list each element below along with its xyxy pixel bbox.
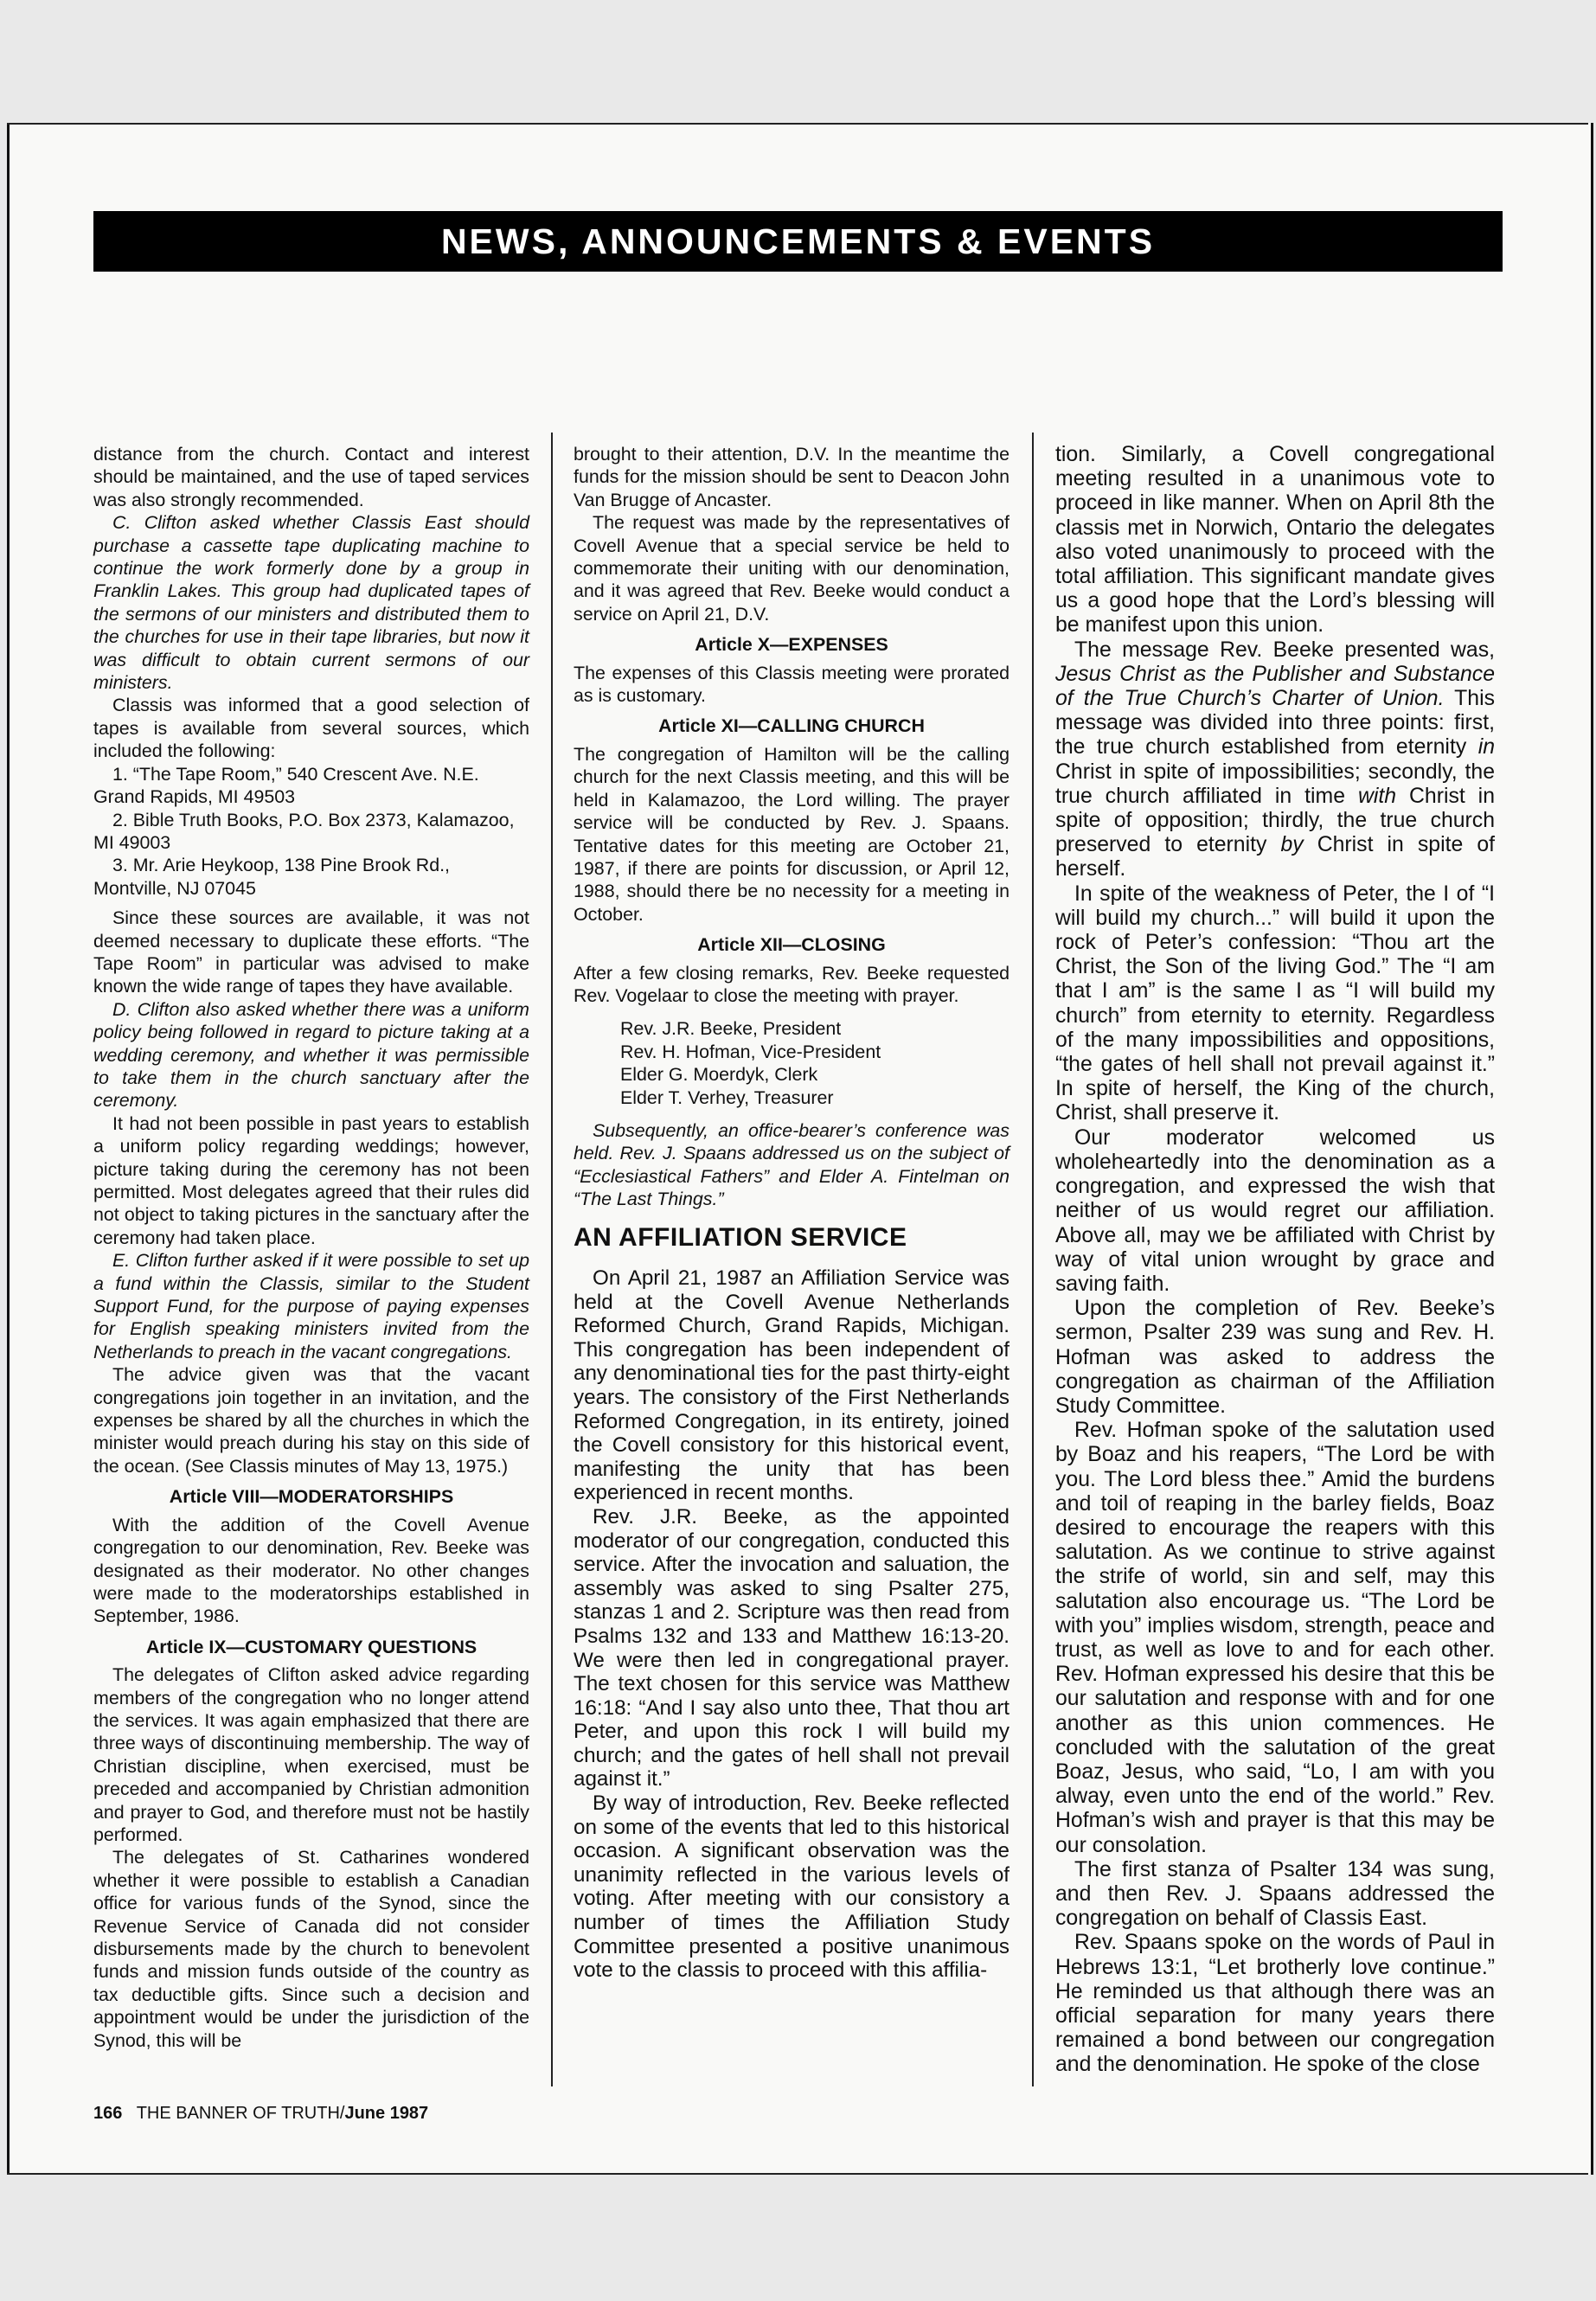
paragraph: The expenses of this Classis meeting were prorated as is customary. [574, 662, 1010, 707]
paragraph: Rev. Spaans spoke on the words of Paul in Hebrews 13:1, “Let brotherly love continue.” He reminded us that although there was an official separation for many years there remained a bond between our congregation and the denomination. He spoke of the close [1055, 1931, 1495, 2077]
paragraph: Since these sources are available, it was not deemed necessary to duplicate these efforts. “The Tape Room” in particular was advised to make known the wide range of tapes they have available. [93, 907, 529, 997]
list-item: 1. “The Tape Room,” 540 Crescent Ave. N.E. Grand Rapids, MI 49503 [93, 763, 479, 808]
paragraph: The first stanza of Psalter 134 was sung, and then Rev. J. Spaans addressed the congregation on behalf of Classis East. [1055, 1857, 1495, 1931]
paragraph: The request was made by the representatives of Covell Avenue that a special service be held to commemorate their uniting with our denomination, and it was agreed that Rev. Beeke would conduct a service on April 21, D.V. [574, 512, 1010, 625]
paragraph: After a few closing remarks, Rev. Beeke requested Rev. Vogelaar to close the meeting with prayer. [574, 962, 1010, 1006]
paragraph: Subsequently, an office-bearer’s conference was held. Rev. J. Spaans addressed us on the subject of “Ecclesiastical Fathers” and Elder A. Fintelman on “The Last Things.” [574, 1119, 1010, 1210]
paragraph: The delegates of St. Catharines wondered whether it were possible to establish a Canadian office for various funds of the Synod, since the Revenue Service of Canada did not consider disbursements made by the church to benevolent funds and mission funds outside of the country as tax deductible gifts. Since such a decision and appointment would be under the jurisdiction of the Synod, this will be [93, 1847, 529, 2051]
paragraph: By way of introduction, Rev. Beeke reflected on some of the events that led to this historical occasion. A significant observation was the unanimity reflected in the various levels of voting. After meeting with our consistory a number of times the Affiliation Study Committee presented a positive unanimous vote to the classis to proceed with this affilia- [574, 1791, 1010, 1983]
signatory: Elder G. Moerdyk, Clerk [620, 1064, 818, 1086]
list-item: 2. Bible Truth Books, P.O. Box 2373, Kalamazoo, MI 49003 [93, 809, 515, 853]
paragraph: distance from the church. Contact and interest should be maintained, and the use of taped services was also strongly recommended. [93, 444, 529, 510]
paragraph: tion. Similarly, a Covell congregational meeting resulted in a unanimous vote to proceed in like manner. When on April 8th the classis met in Norwich, Ontario the delegates also voted unanimously to proceed with the total affiliation. This significant mandate gives us a good hope that the Lord’s blessing will be manifest upon this union. [1055, 443, 1495, 638]
paragraph: The congregation of Hamilton will be the calling church for the next Classis meeting, and this will be held in Kalamazoo, the Lord willing. The prayer service will be conducted by Rev. J. Spaans. Tentative dates for this meeting are October 21, 1987, if there are points for discussion, or April 12, 1988, should there be no necessity for a meeting in October. [574, 743, 1010, 925]
paragraph: Classis was informed that a good selection of tapes is available from several sources, which included the following: [93, 695, 529, 762]
column-2 [574, 443, 1010, 1983]
paragraph: The advice given was that the vacant congregations join together in an invitation, and the expenses be shared by all the churches in which the minister would preach during his stay on this side of the ocean. (See Classis minutes of May 13, 1975.) [93, 1364, 529, 1477]
column-divider [1032, 433, 1034, 2086]
tape-source-list [93, 763, 529, 900]
page-number: 166 [93, 2104, 123, 2123]
column-divider [551, 433, 553, 2086]
paragraph: D. Clifton also asked whether there was a uniform policy being followed in regard to picture taking at a wedding ceremony, and whether it was permissible to take them in the church sanctuary after the ceremony. [93, 998, 529, 1112]
signatory: Elder T. Verhey, Treasurer [620, 1086, 834, 1108]
article-heading: Article XI—CALLING CHURCH [658, 715, 925, 737]
paragraph: Upon the completion of Rev. Beeke’s sermon, Psalter 239 was sung and Rev. H. Hofman was asked to address the congregation as chairman of the Affiliation Study Committee. [1055, 1297, 1495, 1418]
list-item: 3. Mr. Arie Heykoop, 138 Pine Brook Rd., Montville, NJ 07045 [93, 855, 450, 899]
paragraph: On April 21, 1987 an Affiliation Service was held at the Covell Avenue Netherlands Reformed Church, Grand Rapids, Michigan. This congregation has been independent of any denominational ties for the past thirty-eight years. The consistory of the First Netherlands Reformed Congregation, in its entirety, joined the Covell consistory for this historical event, manifesting the unity that has been experienced in recent months. [574, 1266, 1010, 1505]
paragraph: The delegates of Clifton asked advice regarding members of the congregation who no longer attend the services. It was again emphasized that there are three ways of discontinuing membership. The way of Christian discipline, when exercised, must be preceded and accompanied by Christian admonition and prayer to God, and therefore must not be hastily performed. [93, 1664, 529, 1845]
paragraph: Rev. J.R. Beeke, as the appointed moderator of our congregation, conducted this service. After the invocation and saluation, the assembly was asked to sing Psalter 275, stanzas 1 and 2. Scripture was then read from Psalms 132 and 133 and Matthew 16:13-20. We were then led in congregational prayer. The text chosen for this service was Matthew 16:18: “And I say also unto thee, That thou art Peter, and upon this rock I will build my church; and the gates of hell shall not prevail against it.” [574, 1504, 1010, 1791]
paragraph: C. Clifton asked whether Classis East should purchase a cassette tape duplicating machine to continue the work formerly done by a group in Franklin Lakes. This group had duplicated tapes of the sermons of our ministers and distributed them to the churches for use in their tape libraries, but now it was difficult to obtain current sermons of our ministers. [93, 512, 529, 694]
paragraph: Our moderator welcomed us wholeheartedly into the denomination as a congregation, and expressed the wish that neither of us would regret our affiliation. Above all, may we be affiliated with Christ by way of vital union wrought by grace and saving faith. [1055, 1125, 1495, 1296]
article-heading: Article IX—CUSTOMARY QUESTIONS [145, 1636, 478, 1657]
signatory: Rev. J.R. Beeke, President [620, 1018, 842, 1040]
issue-date: June 1987 [344, 2104, 429, 2123]
top-edge-rule [7, 123, 1588, 125]
page-footer [93, 2104, 428, 2124]
paragraph: It had not been possible in past years to establish a uniform policy regarding weddings; however, picture taking during the ceremony has not been permitted. Most delegates agreed that their rules did not object to taking pictures in the sanctuary after the ceremony had taken place. [93, 1112, 529, 1248]
section-banner: NEWS, ANNOUNCEMENTS & EVENTS [93, 211, 1503, 272]
paragraph: In spite of the weakness of Peter, the I of “I will build my church...” will build it upon the rock of Peter’s confession: “Thou art the Christ, the Son of the living God.” The “I am that I am” is the same I as “I will build my church” from eternity to eternity. Regardless of the many impossibilities and oppositions, “the gates of hell shall not prevail against it.” In spite of herself, the King of the church, Christ, shall preserve it. [1055, 881, 1495, 1125]
paragraph: With the addition of the Covell Avenue congregation to our denomination, Rev. Beeke was designated as their moderator. No other changes were made to the moderatorships established in September, 1986. [93, 1514, 529, 1627]
article-heading: Article VIII—MODERATORSHIPS [169, 1486, 454, 1508]
publication-name: THE BANNER OF TRUTH/ [136, 2104, 345, 2123]
paragraph: Rev. Hofman spoke of the salutation used by Boaz and his reapers, “The Lord be with you. The Lord bless thee.” Amid the burdens and toil of reaping in the barley fields, Boaz desired to encourage the reapers with this salutation. As we continue to strive against the strife of world, sin and self, may this salutation also encourage us. “The Lord be with you” implies wisdom, strength, peace and trust, as well as love to and for each other. Rev. Hofman expressed his desire that this be our salutation and response with and for one another as this union commences. He concluded with the salutation of the great Boaz, Jesus, who said, “Lo, I am with you alway, even unto the end of the world.” Rev. Hofman’s wish and prayer is that this may be our consolation. [1055, 1419, 1495, 1857]
paragraph: The message Rev. Beeke presented was, Jesus Christ as the Publisher and Substance of the True Church’s Charter of Union. This message was divided into three points: first, the true church established from eternity in Christ in spite of impossibilities; secondly, the true church affiliated in time with Christ in spite of opposition; thirdly, the true church preserved to eternity by Christ in spite of herself. [1055, 638, 1496, 881]
paragraph: E. Clifton further asked if it were possible to set up a fund within the Classis, similar to the Student Support Fund, for the purpose of paying expenses for English speaking ministers invited from the Netherlands to preach in the vacant congregations. [93, 1250, 529, 1362]
article-heading: Article XII—CLOSING [697, 934, 886, 956]
article-heading: Article X—EXPENSES [695, 634, 888, 656]
bottom-edge-rule [7, 2173, 1588, 2175]
signature-block [620, 1017, 1010, 1109]
paragraph: brought to their attention, D.V. In the meantime the funds for the mission should be sent to Deacon John Van Brugge of Ancaster. [574, 444, 1010, 510]
section-heading: AN AFFILIATION SERVICE [574, 1222, 907, 1252]
column-3 [1055, 443, 1495, 2078]
column-1 [93, 443, 529, 2052]
signatory: Rev. H. Hofman, Vice-President [620, 1041, 881, 1062]
